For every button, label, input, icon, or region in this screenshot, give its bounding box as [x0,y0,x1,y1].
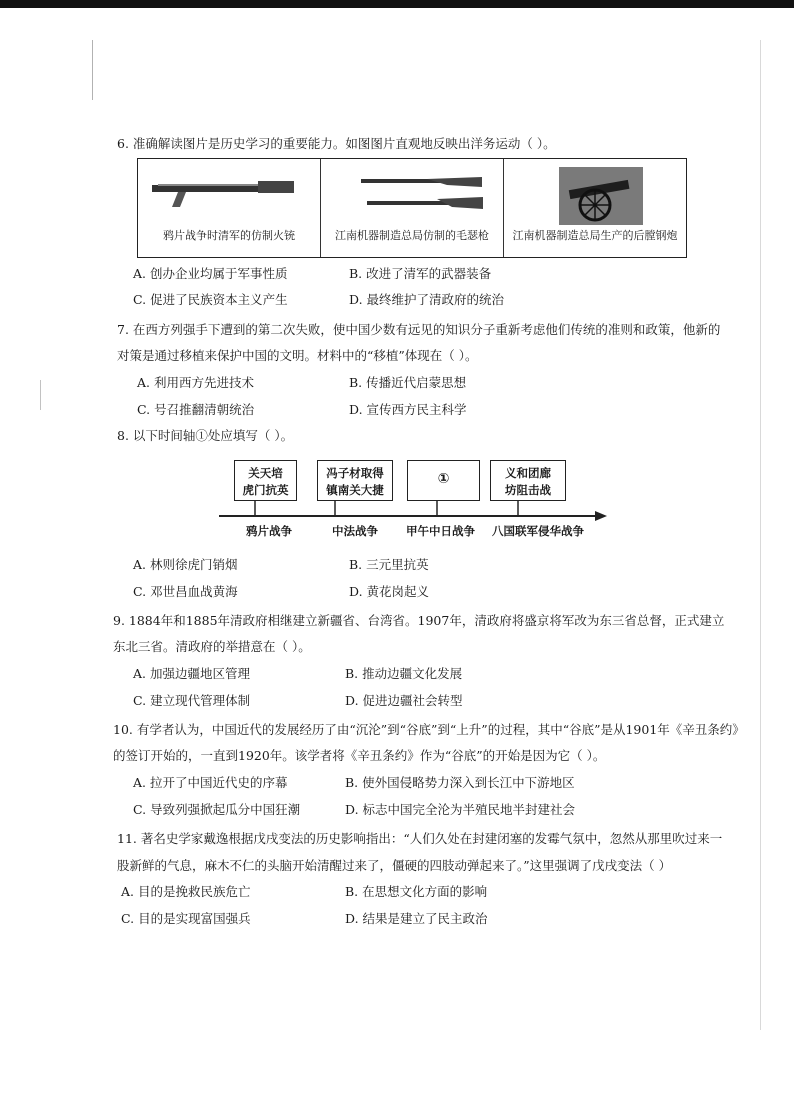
timeline-box-2-line2: 镇南关大捷 [326,483,384,497]
q11-stem-line1: 11. 著名史学家戴逸根据戊戌变法的历史影响指出：“人们久处在封建闭塞的发霉气氛中，忽然从那里吹过来一 [117,831,723,846]
q8-stem: 8. 以下时间轴①处应填写（ ）。 [117,428,294,443]
breech-loading-cannon-image [559,167,643,225]
q6-image-table [137,158,687,258]
q6-option-b: B. 改进了清军的武器装备 [349,266,492,281]
timeline-label-1: 鸦片战争 [246,524,292,538]
matchlock-gun-image [148,175,298,215]
q6-caption-2: 江南机器制造总局仿制的毛瑟枪 [335,229,489,242]
timeline-box-2-line1: 冯子材取得 [326,466,384,480]
q10-option-c: C. 导致列强掀起瓜分中国狂潮 [133,802,301,817]
q10-option-d: D. 标志中国完全沦为半殖民地半封建社会 [345,802,576,817]
q9-option-c: C. 建立现代管理体制 [133,693,251,708]
scan-dots-left [92,40,93,100]
q11-stem-line2: 股新鲜的气息，麻木不仁的头脑开始清醒过来了，僵硬的四肢动弹起来了。”这里强调了戊戌变法（ ） [117,858,672,873]
q10-option-a: A. 拉开了中国近代史的序幕 [133,775,288,790]
q11-option-b: B. 在思想文化方面的影响 [345,884,488,899]
q6-image-cell-3 [504,159,686,257]
scan-dots-right [760,40,761,1030]
timeline-box-4-line1: 义和团廊 [505,466,551,480]
mauser-rifle-image [357,169,487,219]
q10-stem-line2: 的签订开始的，一直到1920年。该学者将《辛丑条约》作为“谷底”的开始是因为它（ ）。 [113,748,606,763]
q11-option-a: A. 目的是挽救民族危亡 [121,884,251,899]
q9-option-b: B. 推动边疆文化发展 [345,666,463,681]
timeline-box-3-blank [407,460,480,501]
timeline-box-3-line1: ① [437,471,450,487]
q9-stem-line2: 东北三省。清政府的举措意在（ ）。 [113,639,311,654]
timeline-label-3: 甲午中日战争 [406,524,475,538]
q8-option-c: C. 邓世昌血战黄海 [133,584,238,599]
q10-option-b: B. 使外国侵略势力深入到长江中下游地区 [345,775,575,790]
q10-stem-line1: 10. 有学者认为，中国近代的发展经历了由“沉沦”到“谷底”到“上升”的过程，其中“谷底”是从1901年《辛丑条约》 [113,722,745,737]
timeline-box-1-line2: 虎门抗英 [242,483,289,497]
q6-option-c: C. 促进了民族资本主义产生 [133,292,288,307]
q7-stem-line1: 7. 在西方列强手下遭到的第二次失败，使中国少数有远见的知识分子重新考虑他们传统的准则和政策，他新的 [117,322,721,337]
q6-option-a: A. 创办企业均属于军事性质 [133,266,288,281]
q7-stem-line2: 对策是通过移植来保护中国的文明。材料中的“移植”体现在（ ）。 [117,348,478,363]
q6-option-d: D. 最终维护了清政府的统治 [349,292,505,307]
q6-caption-3: 江南机器制造总局生产的后膛钢炮 [512,229,678,242]
timeline-box-1 [234,460,297,501]
q7-option-c: C. 号召推翻清朝统治 [137,402,255,417]
q6-stem: 6. 准确解读图片是历史学习的重要能力。如图图片直观地反映出洋务运动（ ）。 [117,136,556,151]
q9-option-a: A. 加强边疆地区管理 [133,666,250,681]
q8-option-a: A. 林则徐虎门销烟 [133,557,238,572]
q11-option-d: D. 结果是建立了民主政治 [345,911,488,926]
timeline-label-2: 中法战争 [332,524,378,538]
q7-option-b: B. 传播近代启蒙思想 [349,375,467,390]
q6-image-cell-1 [138,159,321,257]
timeline-box-2 [317,460,393,501]
q6-caption-1: 鸦片战争时清军的仿制火铳 [163,229,295,242]
scan-top-border [0,0,794,8]
q11-option-c: C. 目的是实现富国强兵 [121,911,251,926]
timeline-box-1-line1: 关天培 [248,466,283,480]
scan-dots-left-lower [40,380,41,410]
q6-image-cell-2 [321,159,504,257]
q8-option-b: B. 三元里抗英 [349,557,429,572]
q7-option-a: A. 利用西方先进技术 [137,375,254,390]
timeline-label-4: 八国联军侵华战争 [492,524,584,538]
q9-stem-line1: 9. 1884年和1885年清政府相继建立新疆省、台湾省。1907年，清政府将盛京将军改为东三省总督，正式建立 [113,613,725,628]
q7-option-d: D. 宣传西方民主科学 [349,402,467,417]
timeline-box-4-line2: 坊阻击战 [505,483,551,497]
q9-option-d: D. 促进边疆社会转型 [345,693,463,708]
timeline-box-4 [490,460,566,501]
q8-option-d: D. 黄花岗起义 [349,584,430,599]
